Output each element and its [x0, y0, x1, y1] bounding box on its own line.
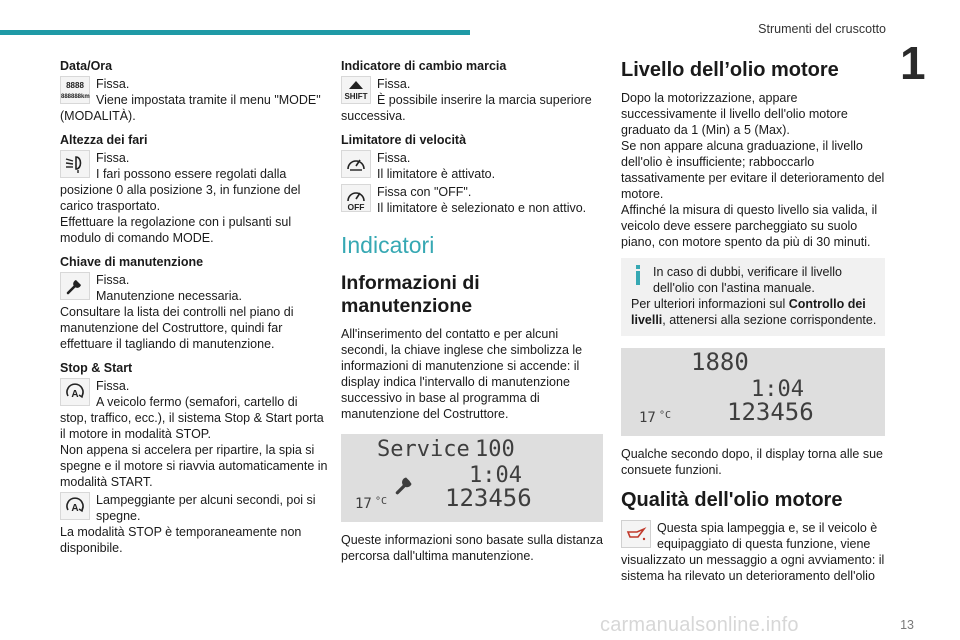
- subsection-title: Qualità dell'olio motore: [621, 489, 843, 511]
- display-temp: 17: [355, 496, 372, 512]
- oil-level-display-image: [621, 348, 885, 436]
- info-icon: [631, 264, 645, 286]
- speed-limiter-off-icon: [341, 184, 371, 212]
- stop-start-icon: [60, 378, 90, 406]
- indicator-label: Stop & Start: [60, 361, 133, 375]
- display-temp-unit: °C: [375, 496, 388, 507]
- chapter-title: Strumenti del cruscotto: [758, 22, 886, 36]
- section-title: Livello dell’olio motore: [621, 59, 839, 81]
- icon-text: 8888: [66, 81, 84, 90]
- wrench-icon: [60, 272, 90, 300]
- text-line: Il limitatore è selezionato e non attivo.: [377, 201, 587, 215]
- indicator-label: Indicatore di cambio marcia: [341, 59, 507, 73]
- column-1: [60, 58, 328, 564]
- text-line: Effettuare la regolazione con i pulsanti sul modulo di comando MODE.: [60, 215, 292, 245]
- text-line: Fissa.: [96, 379, 130, 393]
- indicator-speed-limiter: [341, 132, 603, 216]
- info-link-text: Controllo dei livelli: [631, 297, 866, 327]
- indicator-headlamp: [60, 132, 328, 246]
- stop-start-icon: [60, 492, 90, 520]
- text-line: Il limitatore è attivato.: [377, 167, 496, 181]
- text-line: Fissa.: [96, 273, 130, 287]
- text-line: Viene impostata tramite il menu "MODE" (MODALITÀ).: [60, 93, 321, 123]
- caption: Qualche secondo dopo, il display torna alle sue consuete funzioni.: [621, 447, 883, 477]
- info-text-suffix: , attenersi alla sezione corrispondente.: [662, 313, 877, 327]
- display-temp-unit: °C: [659, 410, 672, 421]
- caption: Queste informazioni sono basate sulla distanza percorsa dall'ultima manutenzione.: [341, 533, 603, 563]
- indicator-label: Altezza dei fari: [60, 133, 148, 147]
- page-number: 13: [900, 618, 914, 632]
- display-temp: 17: [639, 410, 656, 426]
- display-level: 1880: [691, 348, 749, 376]
- indicator-label: Limitatore di velocità: [341, 133, 467, 147]
- svg-text:A: A: [71, 389, 79, 400]
- icon-text: OFF: [347, 202, 365, 212]
- text-line: A veicolo fermo (semafori, cartello di stop, traffico, ecc.), il sistema Stop & Start porta il motore in modalità STOP.: [60, 395, 324, 441]
- display-time: 1:04: [469, 463, 522, 488]
- info-text: In caso di dubbi, verificare il livello dell'olio con l'astina manuale.: [653, 265, 842, 295]
- column-3: [621, 58, 885, 590]
- text-line: Consultare la lista dei controlli nel piano di manutenzione del Costruttore, quindi far effettuare il tagliando di manutenzione.: [60, 305, 294, 351]
- text-line: Se non appare alcuna graduazione, il livello dell'olio è insufficiente; rabboccarlo tassativamente per evitare il deterioramento del motore.: [621, 139, 885, 201]
- icon-text: 888888km: [61, 94, 90, 100]
- section-title: Indicatori: [341, 232, 435, 258]
- chapter-number: 1: [900, 37, 926, 89]
- column-2: [341, 58, 603, 570]
- svg-text:A: A: [71, 503, 79, 514]
- text-line: I fari possono essere regolati dalla posizione 0 alla posizione 3, in funzione del carico trasportato.: [60, 167, 301, 213]
- text-line: Fissa.: [377, 77, 411, 91]
- oil-can-icon: [621, 520, 651, 548]
- info-box: [621, 258, 885, 336]
- paragraph: All'inserimento del contatto e per alcuni secondi, la chiave inglese che simbolizza le informazioni di manutenzione si accende: il display indica l'intervallo di manutenzione successivo in base al programma di manutenzione del Costruttore.: [341, 327, 583, 421]
- indicator-stop-start: [60, 360, 328, 556]
- display-time: 1:04: [751, 377, 804, 402]
- indicator-label: Chiave di manutenzione: [60, 255, 204, 269]
- clock-display-icon: [60, 76, 90, 104]
- text-line: Fissa con "OFF".: [377, 185, 472, 199]
- text-line: Fissa.: [96, 77, 130, 91]
- indicator-date-time: [60, 58, 328, 124]
- text-line: Fissa.: [96, 151, 130, 165]
- text-line: La modalità STOP è temporaneamente non disponibile.: [60, 525, 302, 555]
- text-line: Non appena si accelera per ripartire, la spia si spegne e il motore si riavvia automaticamente in modalità START.: [60, 443, 328, 489]
- text-line: È possibile inserire la marcia superiore successiva.: [341, 93, 592, 123]
- text-line: Dopo la motorizzazione, appare successivamente il livello dell'olio motore graduato da 1 (Min) a 5 (Max).: [621, 91, 848, 137]
- text-line: Manutenzione necessaria.: [96, 289, 242, 303]
- header-accent-bar: [0, 30, 470, 35]
- headlamp-leveling-icon: [60, 150, 90, 178]
- indicator-label: Data/Ora: [60, 59, 113, 73]
- wrench-icon: [393, 472, 417, 496]
- icon-text: SHIFT: [344, 92, 368, 101]
- speed-limiter-icon: [341, 150, 371, 178]
- info-text-prefix: Per ulteriori informazioni sul: [631, 297, 789, 311]
- paragraph: Questa spia lampeggia e, se il veicolo è equipaggiato di questa funzione, viene visualizzato un messaggio a ogni avviamento: il sistema ha rilevato un deterioramento dell'olio: [621, 521, 885, 583]
- text-line: Fissa.: [377, 151, 411, 165]
- shift-icon: [341, 76, 371, 104]
- display-odometer: 123456: [445, 484, 532, 512]
- text-line: Lampeggiante per alcuni secondi, poi si spegne.: [96, 493, 316, 523]
- text-line: Affinché la misura di questo livello sia valida, il veicolo deve essere parcheggiato su suolo piano, con motore spento da più di 30 minuti.: [621, 203, 878, 249]
- indicator-service-wrench: [60, 254, 328, 352]
- indicator-gear-shift: [341, 58, 603, 124]
- watermark: carmanualsonline.info: [600, 614, 799, 636]
- service-display-image: [341, 434, 603, 522]
- display-odometer: 123456: [727, 398, 814, 426]
- display-service-km: 100: [475, 437, 515, 462]
- subsection-title: Informazioni di manutenzione: [341, 272, 480, 317]
- display-service-text: Service: [377, 437, 470, 462]
